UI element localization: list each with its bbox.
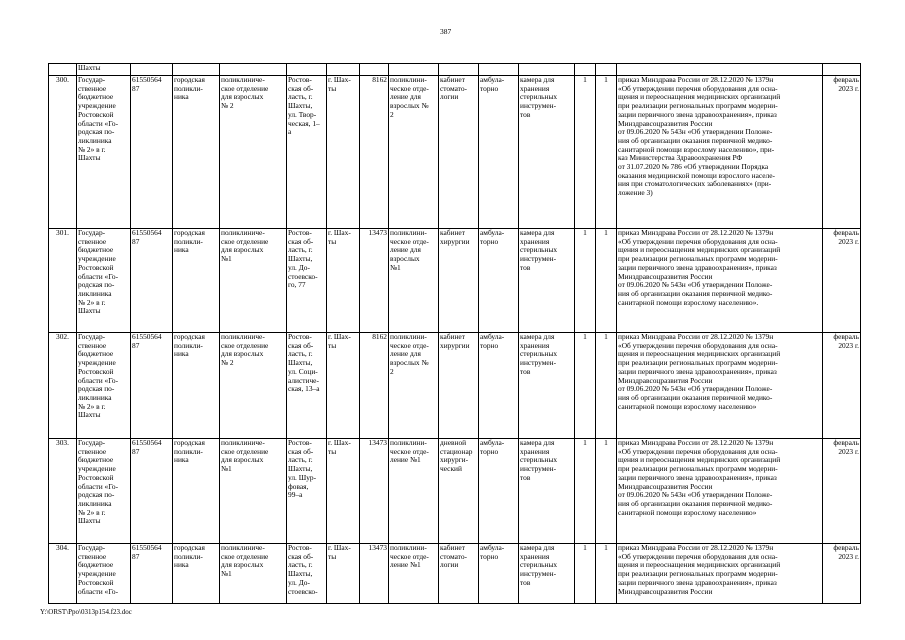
delivery-date: февраль 2023 г. [823, 76, 861, 229]
delivery-date: февраль 2023 г. [823, 333, 861, 439]
quantity-2: 1 [596, 333, 617, 439]
institution-name: Государ- ственное бюджетное учреждение Ростовской области «Го- родская по- ликлиника № 2» в г. Шахты [77, 333, 131, 439]
address: Ростов- ская об- ласть, г. Шахты, ул. Твор- ческая, 1– а [287, 76, 327, 229]
table-row [49, 76, 861, 229]
equipment-name: камера для хранения стерильных инструмен- тов [519, 439, 575, 544]
address: Ростов- ская об- ласть, г. Шахты, ул. До- стоевско- [287, 544, 327, 604]
institution-code: 61550564 87 [131, 333, 173, 439]
equipment-name: камера для хранения стерильных инструмен- тов [519, 229, 575, 333]
room-type: кабинет стомато- логии [439, 76, 479, 229]
row-number: 302. [49, 333, 77, 439]
institution-name: Государ- ственное бюджетное учреждение Ростовской области «Го- родская по- ликлиника № 2» в г. Шахты [77, 76, 131, 229]
room-type: дневной стационар хирурги- ческий [439, 439, 479, 544]
institution-type: городская поликли- ника [173, 544, 220, 604]
address: Ростов- ская об- ласть, г. Шахты, ул. Шур- фовая, 99–а [287, 439, 327, 544]
department: поликлиниче- ское отделение для взрослых №1 [220, 229, 287, 333]
subdivision: поликлини- ческое отде- ление №1 [389, 544, 439, 604]
institution-name: Государ- ственное бюджетное учреждение Ростовской области «Го- родская по- ликлиника № 2» в г. Шахты [77, 229, 131, 333]
institution-code: 61550564 87 [131, 76, 173, 229]
table-row [49, 333, 861, 439]
quantity-2: 1 [596, 76, 617, 229]
row-number: 300. [49, 76, 77, 229]
department: поликлиниче- ское отделение для взрослых № 2 [220, 76, 287, 229]
legal-basis: приказ Минздрава России от 28.12.2020 № 1379н «Об утверждении перечня оборудования для осна- щения и переоснащения медицинских организаций при реализации региональных программ модерни- зации первичного звена здравоохранения», приказ Минздравсоцразвития России от 09.06.2020 № 543н «Об утверждении Положе- ния об организации оказания первичной медико- санитарной помощи взрослому населению» [617, 439, 823, 544]
institution-code: 61550564 87 [131, 544, 173, 604]
quantity-1: 1 [575, 544, 596, 604]
population-count: 13473 [360, 439, 389, 544]
care-form: амбула- торно [479, 544, 519, 604]
institution-code: 61550564 87 [131, 229, 173, 333]
institution-code: 61550564 87 [131, 439, 173, 544]
equipment-table [48, 63, 861, 604]
institution-type: городская поликли- ника [173, 333, 220, 439]
city: г. Шах- ты [327, 76, 360, 229]
equipment-name: камера для хранения стерильных инструмен- тов [519, 76, 575, 229]
delivery-date: февраль 2023 г. [823, 544, 861, 604]
legal-basis: приказ Минздрава России от 28.12.2020 № 1379н «Об утверждении перечня оборудования для осна- щения и переоснащения медицинских организаций при реализации региональных программ модерни- зации первичного звена здравоохранения», приказ Минздравсоцразвития России [617, 544, 823, 604]
population-count: 8162 [360, 76, 389, 229]
subdivision: поликлини- ческое отде- ление для взрослых № 2 [389, 76, 439, 229]
city: г. Шах- ты [327, 544, 360, 604]
city: г. Шах- ты [327, 439, 360, 544]
legal-basis: приказ Минздрава России от 28.12.2020 № 1379н «Об утверждении перечня оборудования для осна- щения и переоснащения медицинских организаций при реализации региональных программ модерни- зации первичного звена здравоохранения», приказ Минздравсоцразвития России от 09.06.2020 № 543н «Об утверждении Положе- ния об организации оказания первичной медико- санитарной помощи взрослому населению» [617, 333, 823, 439]
quantity-2: 1 [596, 439, 617, 544]
carryover-row [49, 64, 861, 76]
quantity-2: 1 [596, 229, 617, 333]
institution-type: городская поликли- ника [173, 229, 220, 333]
department: поликлиниче- ское отделение для взрослых №1 [220, 439, 287, 544]
city: г. Шах- ты [327, 333, 360, 439]
population-count: 13473 [360, 544, 389, 604]
institution-type: городская поликли- ника [173, 439, 220, 544]
quantity-1: 1 [575, 333, 596, 439]
room-type: кабинет стомато- логии [439, 544, 479, 604]
institution-name: Государ- ственное бюджетное учреждение Ростовской области «Го- [77, 544, 131, 604]
legal-basis: приказ Минздрава России от 28.12.2020 № 1379н «Об утверждении перечня оборудования для осна- щения и переоснащения медицинских организаций при реализации региональных программ модерни- зации первичного звена здравоохранения», приказ Минздравсоцразвития России от 09.06.2020 № 543н «Об утверждении Положе- ния об организации оказания первичной медико- санитарной помощи взрослому населению». [617, 229, 823, 333]
city: г. Шах- ты [327, 229, 360, 333]
department: поликлиниче- ское отделение для взрослых №1 [220, 544, 287, 604]
room-type: кабинет хирургии [439, 333, 479, 439]
table-row [49, 544, 861, 604]
institution-type: городская поликли- ника [173, 76, 220, 229]
quantity-1: 1 [575, 439, 596, 544]
table-row [49, 229, 861, 333]
care-form: амбула- торно [479, 229, 519, 333]
subdivision: поликлини- ческое отде- ление №1 [389, 439, 439, 544]
row-number: 304. [49, 544, 77, 604]
row-number: 303. [49, 439, 77, 544]
footer-file-path: Y:\ORST\Ppo\0313p154.f23.doc [40, 608, 132, 616]
population-count: 8162 [360, 333, 389, 439]
legal-basis: приказ Минздрава России от 28.12.2020 № 1379н «Об утверждении перечня оборудования для осна- щения и переоснащения медицинских организаций при реализации региональных программ модерни- зации первичного звена здравоохранения», приказ Минздравсоцразвития России от 09.06.2020 № 543н «Об утверждении Положе- ния об организации оказания первичной медико- санитарной помощи взрослому населению», при- каз Министерства Здравоохранения РФ от 31.07.2020 № 786 «Об утверждении Порядка оказания медицинской помощи взрослого населе- ния при стоматологических заболеваниях» (при- ложение 3) [617, 76, 823, 229]
address: Ростов- ская об- ласть, г. Шахты, ул. До- стоевско- го, 77 [287, 229, 327, 333]
subdivision: поликлини- ческое отде- ление для взрослых №1 [389, 229, 439, 333]
delivery-date: февраль 2023 г. [823, 439, 861, 544]
population-count: 13473 [360, 229, 389, 333]
quantity-1: 1 [575, 229, 596, 333]
page-number: 387 [440, 27, 452, 36]
equipment-name: камера для хранения стерильных инструмен- тов [519, 544, 575, 604]
subdivision: поликлини- ческое отде- ление для взрослых № 2 [389, 333, 439, 439]
room-type: кабинет хирургии [439, 229, 479, 333]
table-row [49, 439, 861, 544]
row-number: 301. [49, 229, 77, 333]
address: Ростов- ская об- ласть, г. Шахты, ул. Соци- алистиче- ская, 13–а [287, 333, 327, 439]
quantity-2: 1 [596, 544, 617, 604]
department: поликлиниче- ское отделение для взрослых № 2 [220, 333, 287, 439]
equipment-name: камера для хранения стерильных инструмен- тов [519, 333, 575, 439]
care-form: амбула- торно [479, 439, 519, 544]
institution-name: Государ- ственное бюджетное учреждение Ростовской области «Го- родская по- ликлиника № 2» в г. Шахты [77, 439, 131, 544]
quantity-1: 1 [575, 76, 596, 229]
care-form: амбула- торно [479, 76, 519, 229]
care-form: амбула- торно [479, 333, 519, 439]
carryover-institution: Шахты [77, 64, 131, 76]
delivery-date: февраль 2023 г. [823, 229, 861, 333]
